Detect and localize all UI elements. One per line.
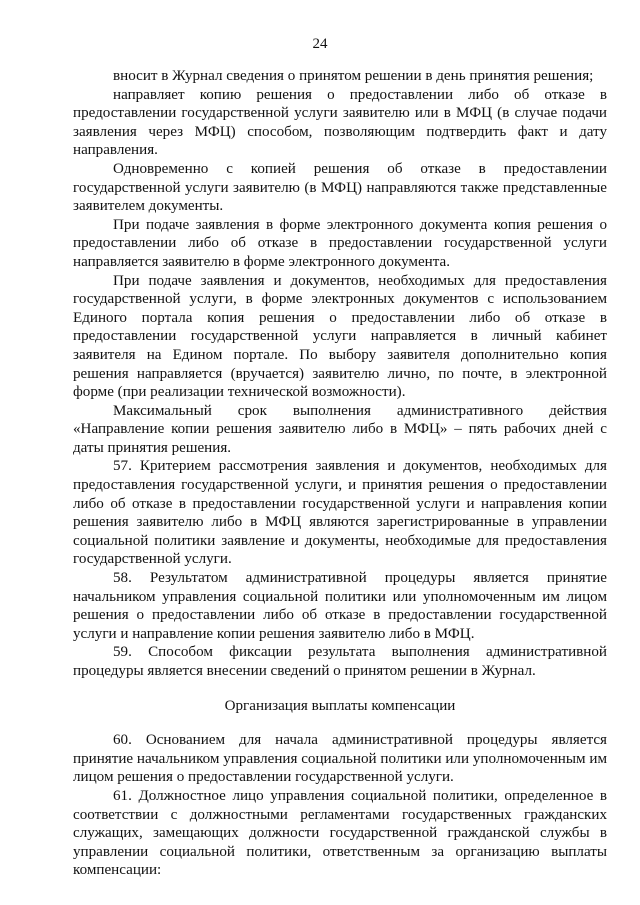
paragraph-59: 59. Способом фиксации результата выполнения административной процедуры является внесении сведений о принятом решении в Журнал. [73, 644, 607, 679]
paragraph-unified-portal: При подаче заявления и документов, необходимых для предоставления государственной услуги, в форме электронных документов с использованием Единого портала копия решения о предоставлении либо об отказе в предоставлении государственной услуги направляется в личный кабинет заявителя на Едином портале. По выбору заявителя дополнительно копия решения направляется (вручается) заявителю лично, по почте, в электронной форме (при реализации технической возможности). [73, 272, 607, 401]
paragraph-return-documents: Одновременно с копией решения об отказе в предоставлении государственной услуги заявителю (в МФЦ) направляются также представленные заявителем документы. [73, 160, 607, 215]
paragraph-60: 60. Основанием для начала административной процедуры является принятие начальником управления социальной политики или уполномоченным им лицом решения о предоставлении государственной услуги. [73, 732, 607, 786]
page-number: 24 [312, 36, 328, 52]
paragraph-send-copy: направляет копию решения о предоставлении либо об отказе в предоставлении государственной услуги заявителю или в МФЦ (в случае подачи заявления через МФЦ) способом, позволяющим подтвердить факт и дату направления. [73, 86, 607, 159]
paragraph-journal-entry: вносит в Журнал сведения о принятом решении в день принятия решения; [113, 68, 594, 84]
paragraph-61: 61. Должностное лицо управления социальной политики, определенное в соответствии с должностными регламентами государственных гражданских служащих, замещающих должности государственной гражданской службы в управлении социальной политики, ответственным за организацию выплаты компенсации: [73, 787, 607, 879]
document-body [73, 67, 607, 880]
section-heading: Организация выплаты компенсации [224, 697, 456, 714]
paragraph-max-term: Максимальный срок выполнения административного действия «Направление копии решения заявителю либо в МФЦ» – пять рабочих дней с даты принятия решения. [73, 402, 607, 456]
paragraph-57: 57. Критерием рассмотрения заявления и документов, необходимых для предоставления государственной услуги, и принятия решения о предоставлении либо об отказе в предоставлении государственной услуги и направления копии решения заявителю либо в МФЦ являются зарегистрированные в управлении социальной политики заявление и документы, необходимые для предоставления государственной услуги. [73, 458, 607, 568]
paragraph-electronic-copy: При подаче заявления в форме электронного документа копия решения о предоставлении либо об отказе в предоставлении государственной услуги направляется заявителю в форме электронного документа. [73, 216, 607, 270]
paragraph-58: 58. Результатом административной процедуры является принятие начальником управления социальной политики или уполномоченным им лицом решения о предоставлении либо об отказе в предоставлении государственной услуги и направление копии решения заявителю либо в МФЦ. [73, 570, 607, 642]
